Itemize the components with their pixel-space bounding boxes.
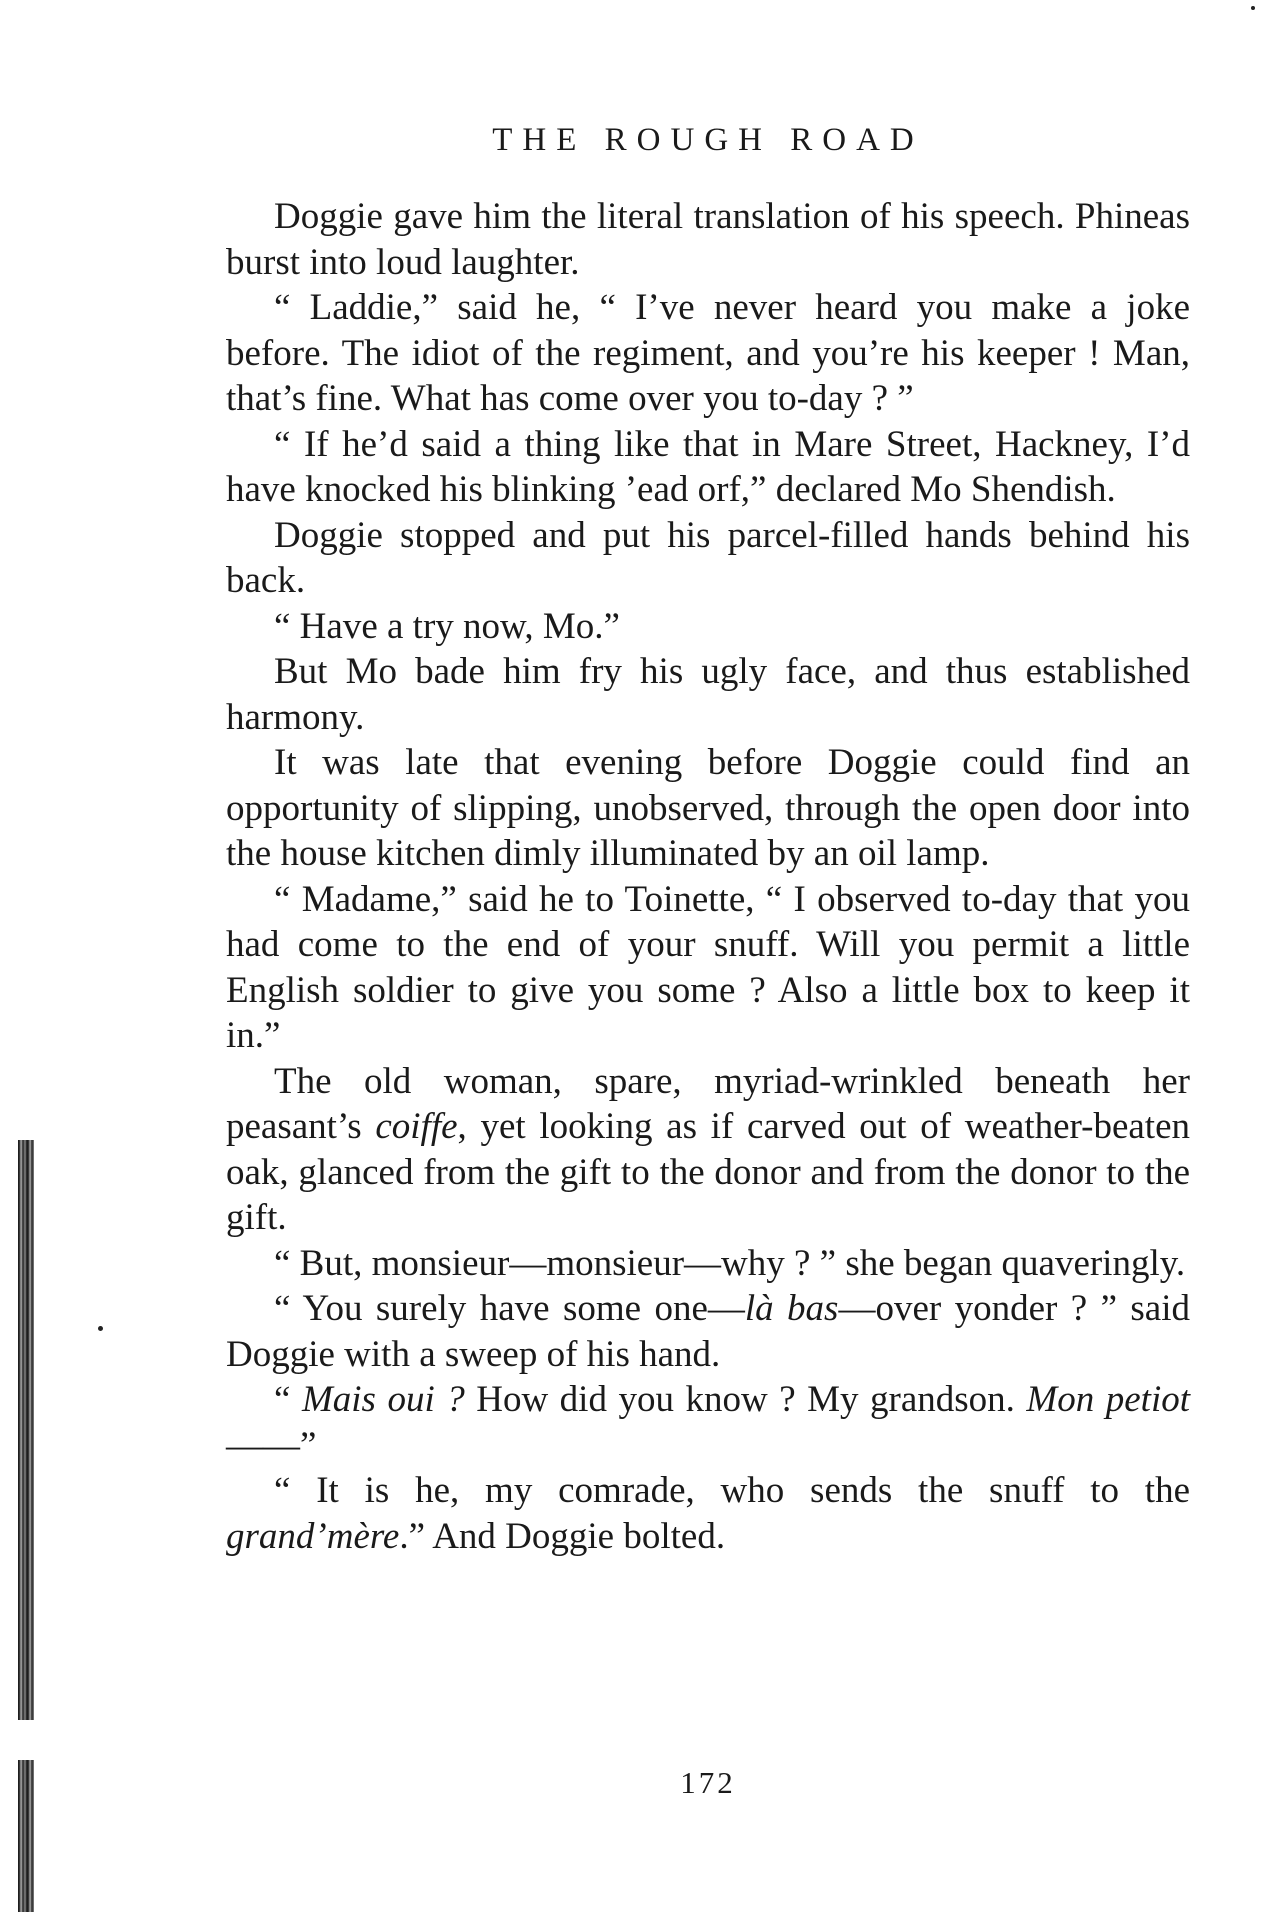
text-run: .” And Doggie bolted. bbox=[399, 1515, 726, 1557]
running-head: THE ROUGH ROAD bbox=[492, 122, 924, 158]
italic-text: Mais oui ? bbox=[301, 1379, 465, 1420]
text-run: The old woman, spare, myriad-wrinkled beneath her peasant’s bbox=[226, 1060, 1190, 1147]
body-text bbox=[226, 194, 1190, 1559]
text-run: But Mo bade him fry his ugly face, and thus established harmony. bbox=[226, 651, 1190, 738]
italic-text: là bas bbox=[744, 1288, 839, 1329]
gutter-shadow bbox=[18, 1140, 34, 1720]
paragraph bbox=[226, 1059, 1190, 1241]
paragraph bbox=[226, 1468, 1190, 1559]
text-run: It was late that evening before Doggie could find an opportunity of slipping, unobserved, through the open door into the house kitchen dimly illuminated by an oil lamp. bbox=[226, 742, 1190, 874]
italic-text: grand’mère bbox=[226, 1515, 400, 1557]
text-run: “ bbox=[274, 1379, 302, 1420]
text-run: —over yonder ? ” said Doggie with a sweep of his hand. bbox=[226, 1288, 1191, 1375]
ink-speck bbox=[1251, 6, 1255, 10]
page-number: 172 bbox=[680, 1765, 736, 1800]
ink-speck bbox=[98, 1326, 103, 1331]
paragraph bbox=[226, 285, 1190, 422]
text-run: “ Laddie,” said he, “ I’ve never heard you make a joke before. The idiot of the regiment, and you’re his keeper ! Man, that’s fine. What has come over you to-day ? ” bbox=[226, 287, 1190, 419]
text-run: How did you know ? My grandson. bbox=[464, 1379, 1027, 1420]
text-run: Doggie gave him the literal translation of his speech. Phineas burst into loud laughter. bbox=[226, 196, 1190, 283]
text-run: “ If he’d said a thing like that in Mare Street, Hackney, I’d have knocked his blinking ’ead orf,” declared Mo Shendish. bbox=[226, 423, 1190, 510]
text-run: ——” bbox=[226, 1424, 317, 1466]
paragraph bbox=[226, 422, 1190, 513]
text-run: “ It is he, my comrade, who sends the snuff to the bbox=[274, 1470, 1190, 1511]
paragraph bbox=[226, 513, 1190, 604]
paragraph bbox=[226, 1286, 1190, 1377]
text-run: “ Have a try now, Mo.” bbox=[274, 605, 620, 647]
paragraph bbox=[226, 194, 1190, 285]
gutter-shadow bbox=[18, 1760, 34, 1912]
paragraph bbox=[226, 604, 1190, 650]
text-run: “ Madame,” said he to Toinette, “ I observed to-day that you had come to the end of your snuff. Will you permit a little English soldier to give you some ? Also a little box to keep it in.” bbox=[226, 878, 1190, 1056]
italic-text: coiffe bbox=[375, 1106, 458, 1147]
italic-text: Mon petiot bbox=[1026, 1379, 1191, 1420]
text-run: Doggie stopped and put his parcel-filled hands behind his back. bbox=[226, 514, 1190, 601]
text-run: “ But, monsieur—monsieur—why ? ” she began quaveringly. bbox=[274, 1242, 1186, 1284]
paragraph bbox=[226, 1241, 1190, 1287]
paragraph bbox=[226, 1377, 1190, 1468]
paragraph bbox=[226, 740, 1190, 877]
paragraph bbox=[226, 649, 1190, 740]
paragraph bbox=[226, 877, 1190, 1059]
text-run: , yet looking as if carved out of weather-beaten oak, glanced from the gift to the donor and from the donor to the gift. bbox=[226, 1106, 1191, 1238]
text-run: “ You surely have some one— bbox=[274, 1288, 745, 1329]
